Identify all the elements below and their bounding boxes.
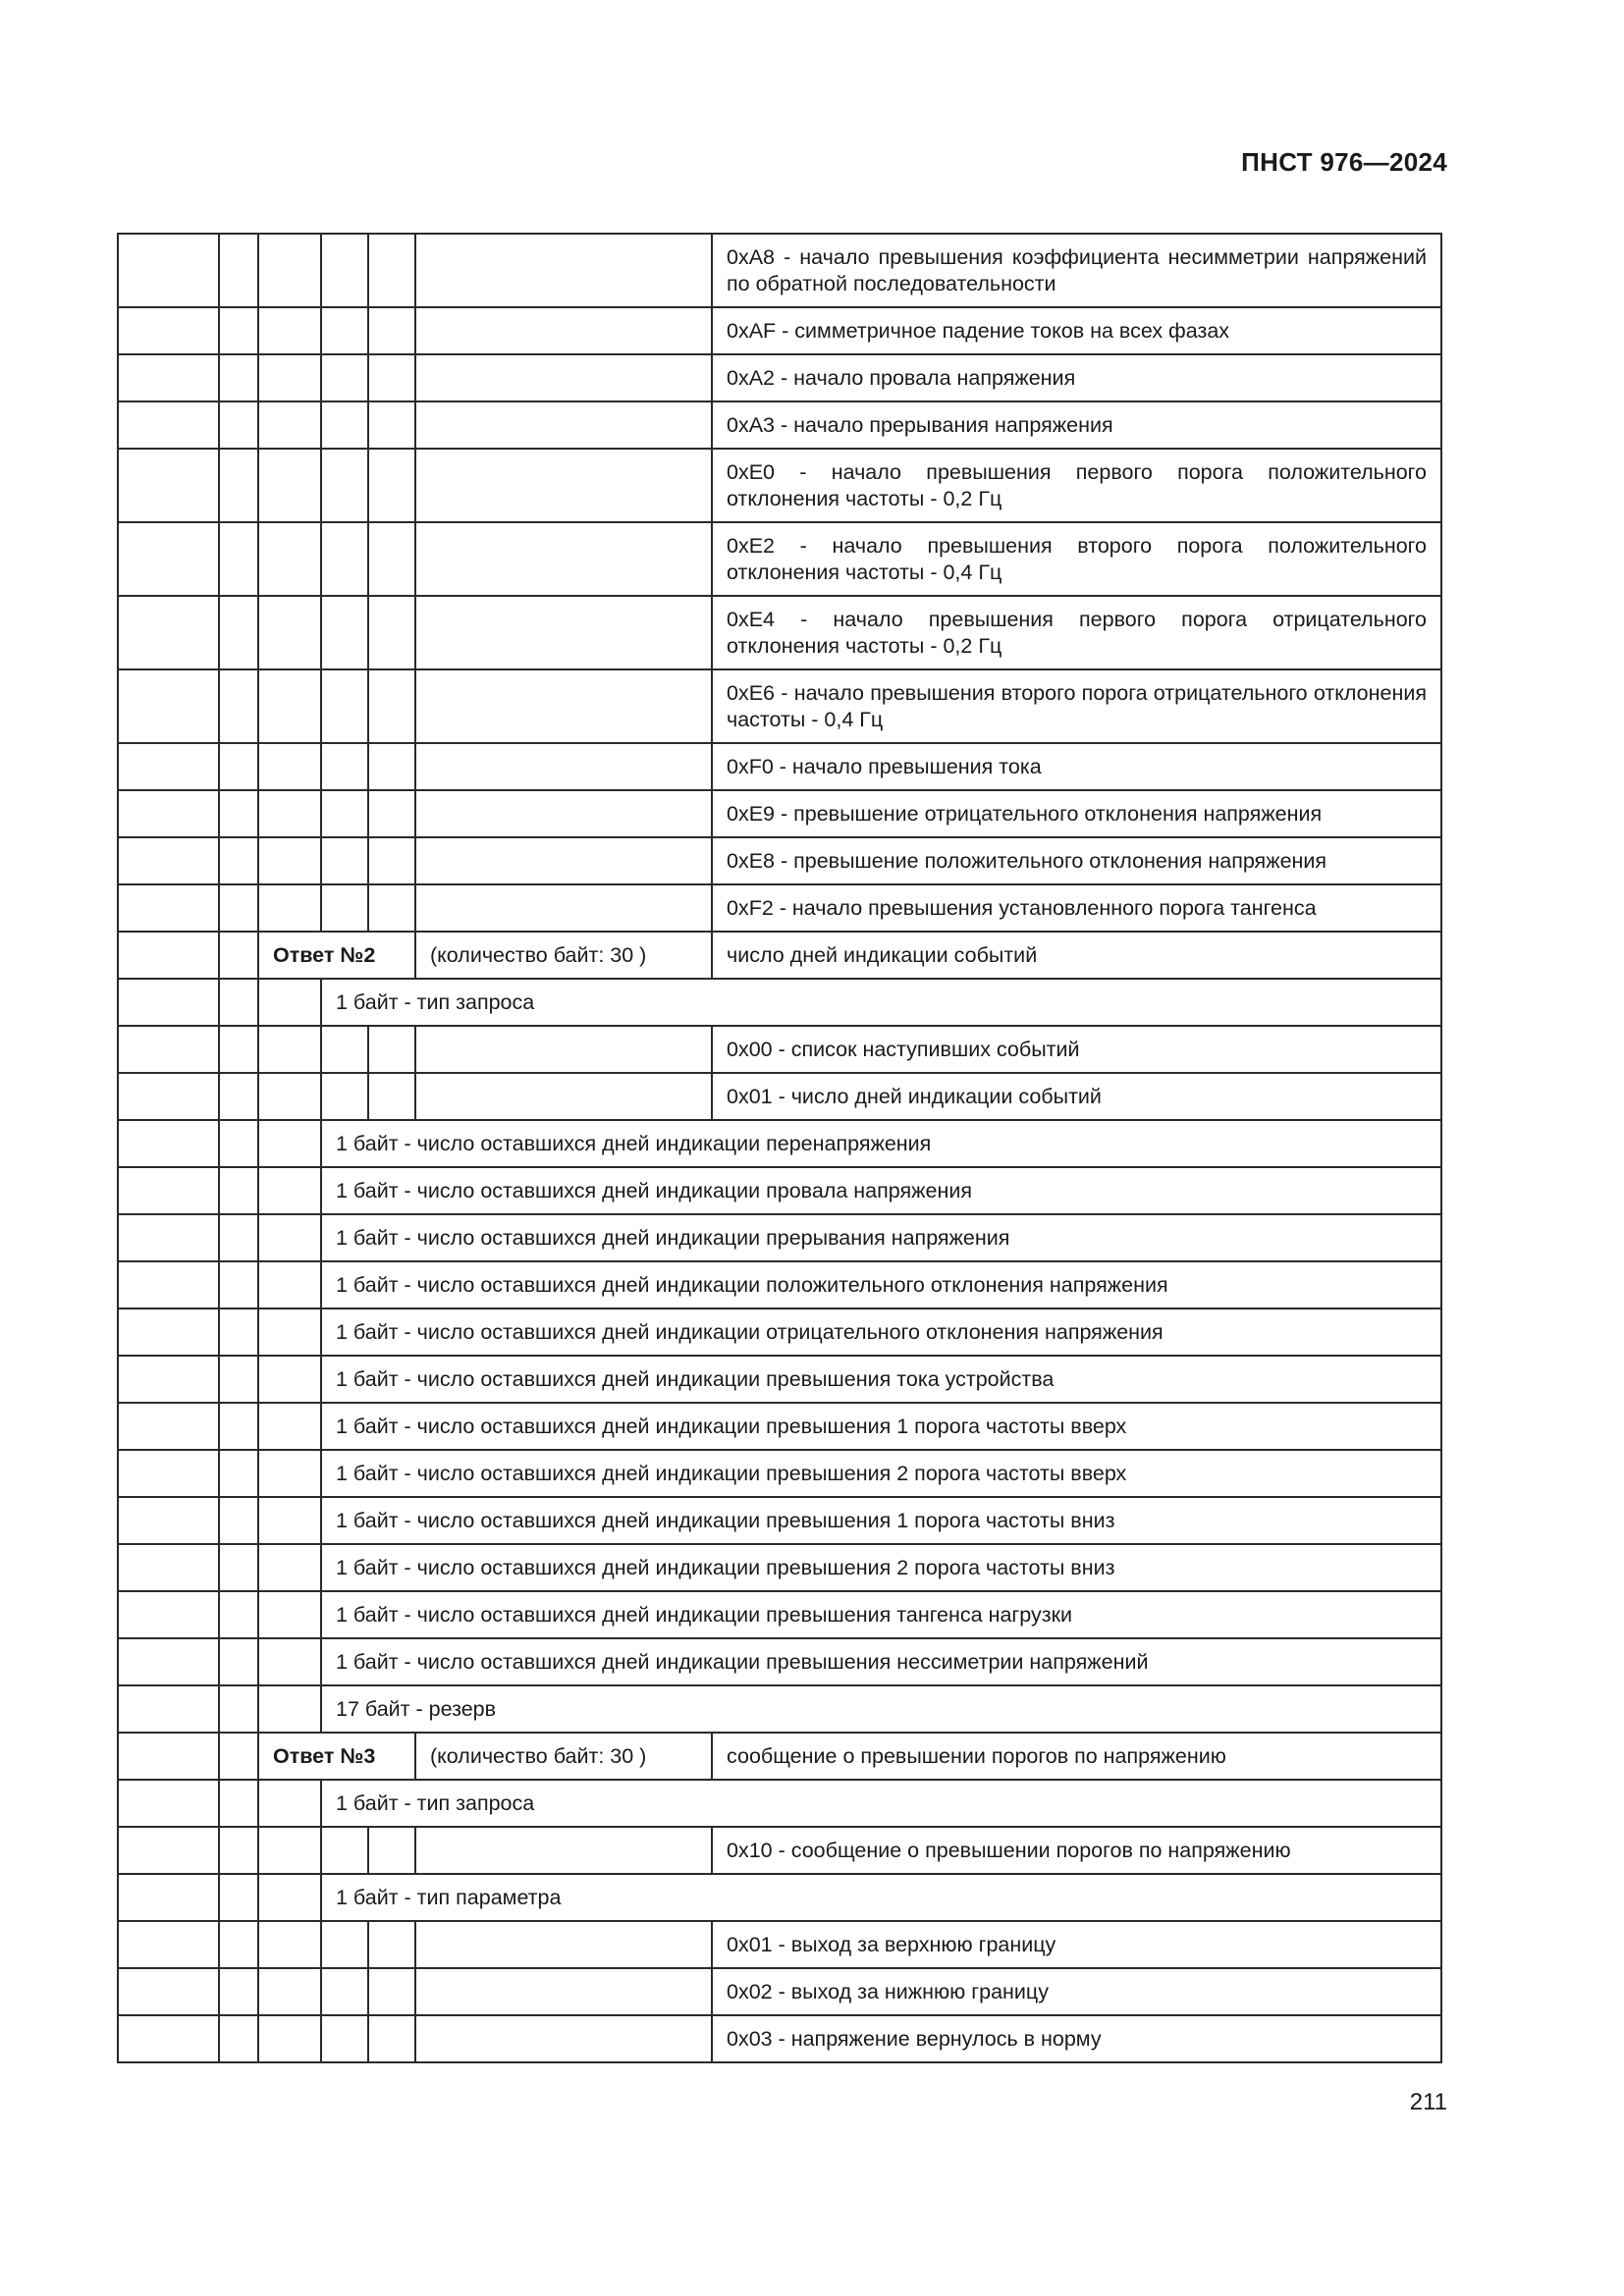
answer-2-byte-field: 1 байт - число оставшихся дней индикации превышения нессиметрии напряжений xyxy=(321,1638,1441,1685)
table-row xyxy=(118,354,1441,401)
event-code-a3: 0xA3 - начало прерывания напряжения xyxy=(712,401,1441,449)
table-row xyxy=(118,234,1441,307)
table-row xyxy=(118,884,1441,932)
answer-2-byte-field: 1 байт - число оставшихся дней индикации превышения тангенса нагрузки xyxy=(321,1591,1441,1638)
answer-3-header-row xyxy=(118,1733,1441,1780)
table-row xyxy=(118,837,1441,884)
table-row xyxy=(118,1638,1441,1685)
event-code-f0: 0xF0 - начало превышения тока xyxy=(712,743,1441,790)
table-row xyxy=(118,1874,1441,1921)
table-row xyxy=(118,1921,1441,1968)
table-row xyxy=(118,2015,1441,2062)
table-row xyxy=(118,1120,1441,1167)
answer-2-request-type: 1 байт - тип запроса xyxy=(321,979,1441,1026)
page-number: 211 xyxy=(1409,2089,1447,2115)
answer-3-code-01: 0x01 - выход за верхнюю границу xyxy=(712,1921,1441,1968)
answer-3-byte-count: (количество байт: 30 ) xyxy=(415,1733,712,1780)
table-row xyxy=(118,1403,1441,1450)
event-code-a8: 0xA8 - начало превышения коэффициента несимметрии напряжений по обратной последовательности xyxy=(712,234,1441,307)
answer-2-byte-field: 1 байт - число оставшихся дней индикации положительного отклонения напряжения xyxy=(321,1261,1441,1308)
answer-2-byte-field: 1 байт - число оставшихся дней индикации отрицательного отклонения напряжения xyxy=(321,1308,1441,1356)
answer-2-header-row xyxy=(118,932,1441,979)
table-row xyxy=(118,1073,1441,1120)
answer-2-title: число дней индикации событий xyxy=(712,932,1441,979)
table-row xyxy=(118,1780,1441,1827)
answer-2-byte-field: 1 байт - число оставшихся дней индикации превышения тока устройства xyxy=(321,1356,1441,1403)
answer-2-byte-field: 1 байт - число оставшихся дней индикации превышения 2 порога частоты вверх xyxy=(321,1450,1441,1497)
table-row xyxy=(118,743,1441,790)
table-row xyxy=(118,1167,1441,1214)
table-row xyxy=(118,1968,1441,2015)
table-row xyxy=(118,1356,1441,1403)
answer-2-label: Ответ №2 xyxy=(258,932,415,979)
answer-3-parameter-type: 1 байт - тип параметра xyxy=(321,1874,1441,1921)
answer-3-title: сообщение о превышении порогов по напряжению xyxy=(712,1733,1441,1780)
document-header: ПНСТ 976—2024 xyxy=(1241,147,1447,177)
table-row xyxy=(118,1497,1441,1544)
table-row xyxy=(118,790,1441,837)
answer-3-code-03: 0x03 - напряжение вернулось в норму xyxy=(712,2015,1441,2062)
table-row xyxy=(118,1026,1441,1073)
table-row xyxy=(118,1450,1441,1497)
table-row xyxy=(118,1308,1441,1356)
table-row xyxy=(118,979,1441,1026)
answer-2-byte-field: 1 байт - число оставшихся дней индикации провала напряжения xyxy=(321,1167,1441,1214)
event-code-e9: 0xE9 - превышение отрицательного отклонения напряжения xyxy=(712,790,1441,837)
event-code-e0: 0xE0 - начало превышения первого порога положительного отклонения частоты - 0,2 Гц xyxy=(712,449,1441,522)
answer-3-code-10: 0x10 - сообщение о превышении порогов по напряжению xyxy=(712,1827,1441,1874)
answer-3-request-type: 1 байт - тип запроса xyxy=(321,1780,1441,1827)
table-row xyxy=(118,1544,1441,1591)
protocol-table xyxy=(117,233,1442,2063)
event-code-e6: 0xE6 - начало превышения второго порога отрицательного отклонения частоты - 0,4 Гц xyxy=(712,669,1441,743)
table-row xyxy=(118,449,1441,522)
answer-2-byte-field: 1 байт - число оставшихся дней индикации превышения 1 порога частоты вниз xyxy=(321,1497,1441,1544)
event-code-e8: 0xE8 - превышение положительного отклонения напряжения xyxy=(712,837,1441,884)
table-row xyxy=(118,1214,1441,1261)
event-code-e2: 0xE2 - начало превышения второго порога положительного отклонения частоты - 0,4 Гц xyxy=(712,522,1441,596)
event-code-f2: 0xF2 - начало превышения установленного порога тангенса xyxy=(712,884,1441,932)
event-code-e4: 0xE4 - начало превышения первого порога отрицательного отклонения частоты - 0,2 Гц xyxy=(712,596,1441,669)
answer-2-byte-count: (количество байт: 30 ) xyxy=(415,932,712,979)
answer-2-byte-field: 1 байт - число оставшихся дней индикации прерывания напряжения xyxy=(321,1214,1441,1261)
table-row xyxy=(118,1591,1441,1638)
answer-2-byte-field: 1 байт - число оставшихся дней индикации превышения 2 порога частоты вниз xyxy=(321,1544,1441,1591)
answer-3-label: Ответ №3 xyxy=(258,1733,415,1780)
table-row xyxy=(118,307,1441,354)
table-row xyxy=(118,401,1441,449)
answer-2-reserve: 17 байт - резерв xyxy=(321,1685,1441,1733)
event-code-af: 0xAF - симметричное падение токов на всех фазах xyxy=(712,307,1441,354)
answer-2-byte-field: 1 байт - число оставшихся дней индикации превышения 1 порога частоты вверх xyxy=(321,1403,1441,1450)
answer-2-code-00: 0x00 - список наступивших событий xyxy=(712,1026,1441,1073)
event-code-a2: 0xA2 - начало провала напряжения xyxy=(712,354,1441,401)
table-row xyxy=(118,1685,1441,1733)
table-row xyxy=(118,669,1441,743)
table-row xyxy=(118,522,1441,596)
table-row xyxy=(118,596,1441,669)
answer-2-byte-field: 1 байт - число оставшихся дней индикации перенапряжения xyxy=(321,1120,1441,1167)
answer-2-code-01: 0x01 - число дней индикации событий xyxy=(712,1073,1441,1120)
answer-3-code-02: 0x02 - выход за нижнюю границу xyxy=(712,1968,1441,2015)
table-row xyxy=(118,1261,1441,1308)
table-row xyxy=(118,1827,1441,1874)
